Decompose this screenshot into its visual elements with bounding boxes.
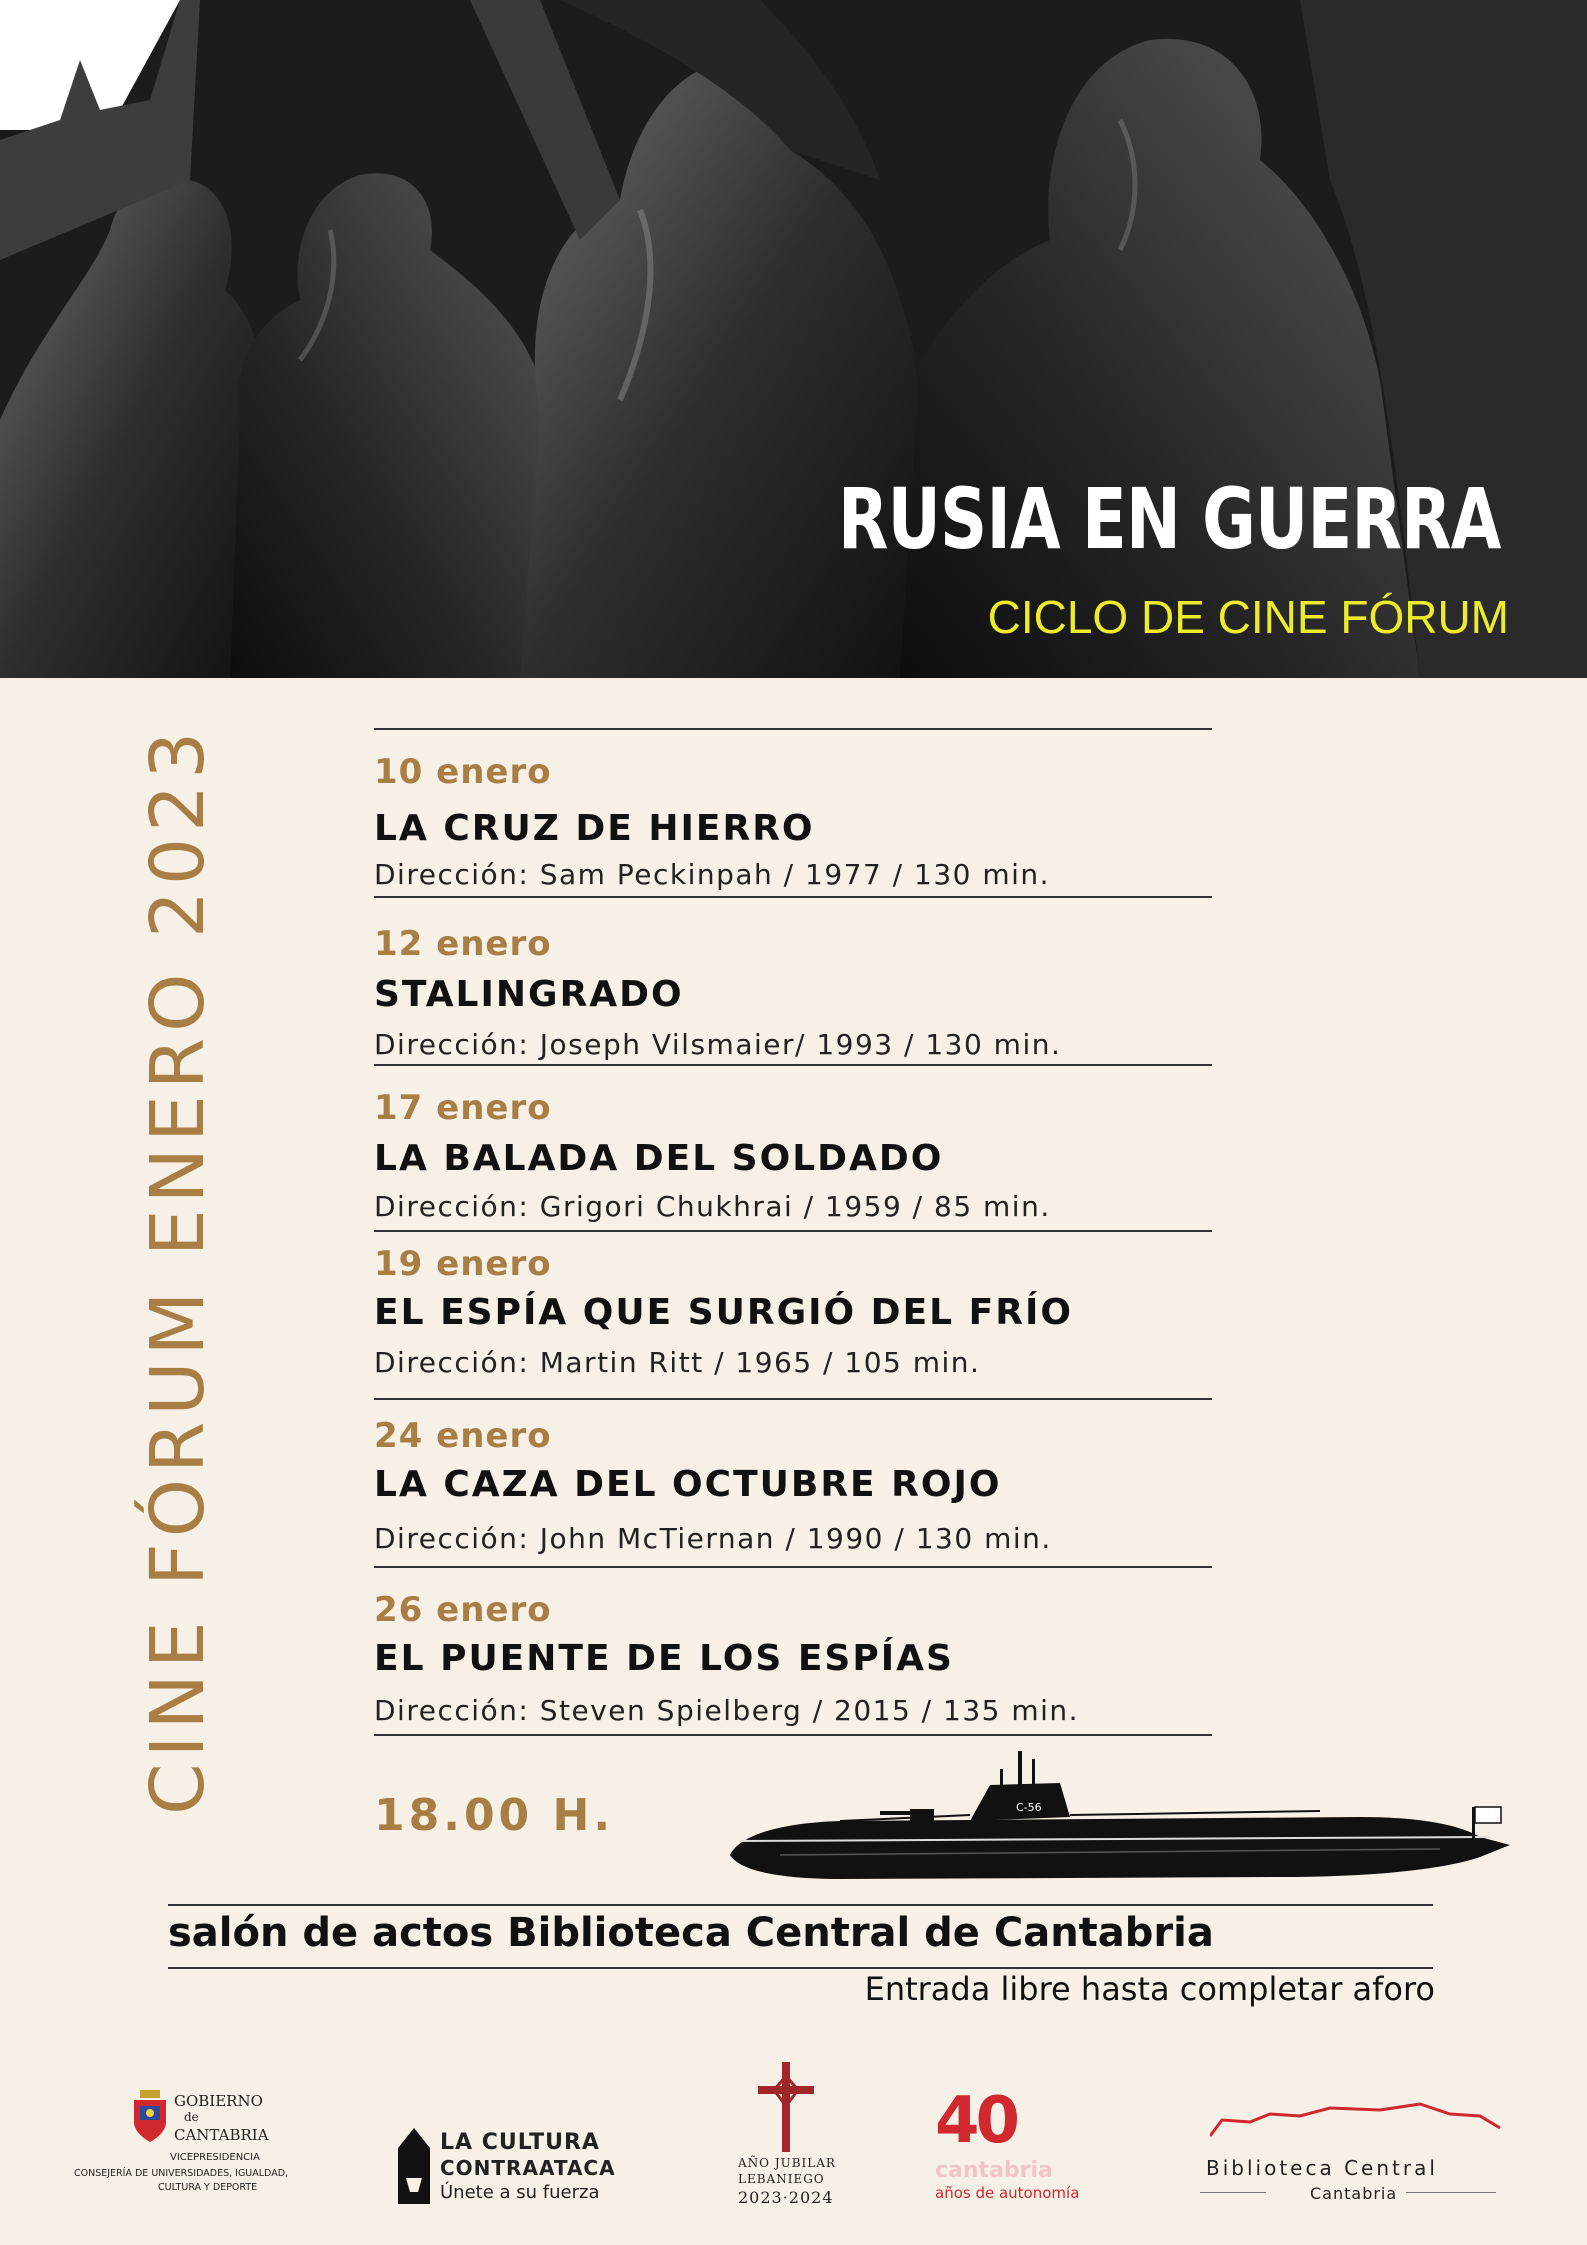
film-direction: Dirección: John McTiernan / 1990 / 130 min. — [374, 1522, 1052, 1555]
jubilar-line1: AÑO JUBILAR — [738, 2156, 836, 2170]
cuarenta-line2: años de autonomía — [935, 2184, 1080, 2202]
film-title: EL ESPÍA QUE SURGIÓ DEL FRÍO — [374, 1292, 1073, 1333]
submarine-illustration — [720, 1745, 1520, 1899]
gobierno-line4: VICEPRESIDENCIA — [170, 2152, 260, 2163]
film-title: EL PUENTE DE LOS ESPÍAS — [374, 1638, 954, 1679]
film-title: LA CRUZ DE HIERRO — [374, 808, 815, 849]
film-title: LA BALADA DEL SOLDADO — [374, 1138, 944, 1179]
hero-photo — [0, 0, 1587, 678]
divider — [1406, 2192, 1496, 2193]
statue-silhouettes — [0, 0, 1587, 678]
hero-subtitle: CICLO DE CINE FÓRUM — [987, 591, 1509, 643]
film-direction: Dirección: Joseph Vilsmaier/ 1993 / 130 min. — [374, 1028, 1062, 1061]
divider — [374, 1566, 1212, 1568]
cross-icon — [756, 2062, 816, 2152]
divider — [374, 1230, 1212, 1232]
screening-time: 18.00 H. — [374, 1790, 615, 1841]
skyline-icon — [1210, 2100, 1510, 2140]
divider — [374, 896, 1212, 898]
cultura-contraataca-logo — [398, 2128, 628, 2208]
jubilar-line3: 2023·2024 — [738, 2188, 834, 2207]
biblioteca-logo — [1200, 2100, 1520, 2210]
film-title: LA CAZA DEL OCTUBRE ROJO — [374, 1464, 1002, 1505]
film-date: 26 enero — [374, 1590, 552, 1630]
gobierno-line6: CULTURA Y DEPORTE — [158, 2182, 258, 2193]
coat-of-arms-icon — [130, 2090, 170, 2142]
film-direction: Dirección: Steven Spielberg / 2015 / 135 min. — [374, 1694, 1080, 1727]
film-title: STALINGRADO — [374, 974, 684, 1015]
film-direction: Dirección: Sam Peckinpah / 1977 / 130 min. — [374, 858, 1051, 891]
biblioteca-line1: Biblioteca Central — [1206, 2156, 1438, 2180]
divider — [374, 1398, 1212, 1400]
helmet-icon — [398, 2128, 430, 2204]
divider — [1200, 2192, 1266, 2193]
divider — [374, 1064, 1212, 1066]
venue-rule-bottom — [168, 1967, 1433, 1969]
jubilar-logo — [722, 2062, 852, 2212]
gobierno-line5: CONSEJERÍA DE UNIVERSIDADES, IGUALDAD, — [74, 2168, 289, 2179]
cultura-line3: Únete a su fuerza — [440, 2182, 600, 2203]
hero-title: RUSIA EN GUERRA — [838, 470, 1501, 568]
side-title: CINE FÓRUM ENERO 2023 — [135, 725, 221, 1815]
venue-rule-top — [168, 1904, 1433, 1906]
film-date: 10 enero — [374, 752, 552, 792]
biblioteca-line2: Cantabria — [1310, 2184, 1398, 2203]
cuarenta-line1: cantabria — [935, 2158, 1053, 2183]
jubilar-line2: LEBANIEGO — [738, 2172, 825, 2186]
gobierno-logo — [74, 2090, 344, 2210]
film-date: 19 enero — [374, 1244, 552, 1284]
film-direction: Dirección: Martin Ritt / 1965 / 105 min. — [374, 1346, 981, 1379]
divider — [374, 728, 1212, 730]
venue: salón de actos Biblioteca Central de Cantabria — [168, 1910, 1214, 1956]
cultura-line1: LA CULTURA — [440, 2130, 600, 2155]
film-direction: Dirección: Grigori Chukhrai / 1959 / 85 min. — [374, 1190, 1051, 1223]
cultura-line2: CONTRAATACA — [440, 2156, 616, 2180]
film-date: 24 enero — [374, 1416, 552, 1456]
divider — [374, 1734, 1212, 1736]
gobierno-line3: CANTABRIA — [174, 2126, 269, 2144]
film-date: 12 enero — [374, 924, 552, 964]
submarine-label: C-56 — [1016, 1801, 1042, 1814]
film-date: 17 enero — [374, 1088, 552, 1128]
entry-note: Entrada libre hasta completar aforo — [864, 1970, 1435, 2008]
gobierno-line2: de — [184, 2110, 199, 2124]
cuarenta-number: 40 — [935, 2084, 1017, 2158]
cuarenta-aniversario-logo — [935, 2084, 1105, 2210]
gobierno-line1: GOBIERNO — [174, 2092, 263, 2110]
